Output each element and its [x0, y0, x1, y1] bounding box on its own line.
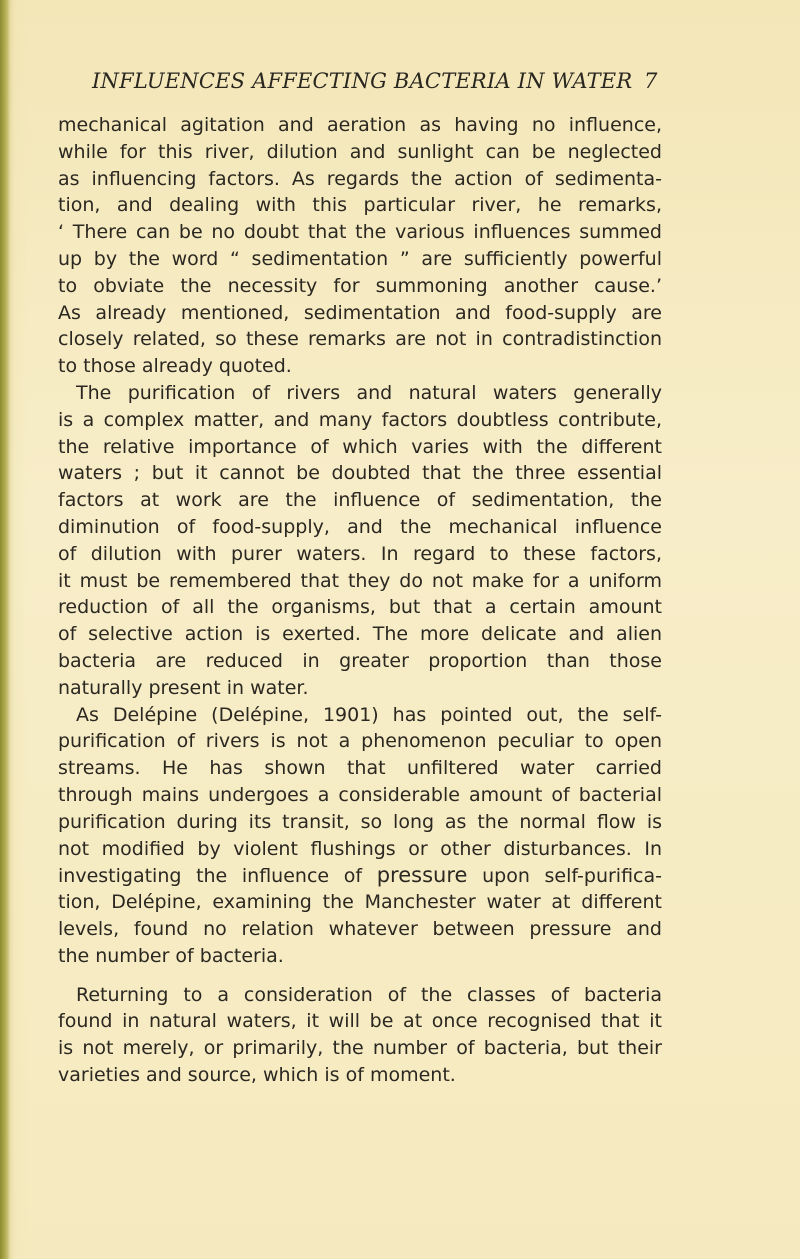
text-line: reduction of all the organisms, but that a certain amount: [58, 596, 662, 619]
text-line: to obviate the necessity for summoning another cause.’: [58, 274, 662, 297]
text-line: tion, Delépine, examining the Manchester water at different: [58, 891, 662, 914]
body-text: [58, 112, 662, 1089]
text-line: while for this river, dilution and sunlight can be neglected: [58, 140, 662, 163]
text-line: to those already quoted.: [58, 355, 292, 378]
text-line: closely related, so these remarks are not in contradistinction: [58, 328, 662, 351]
text-line: diminution of food-supply, and the mechanical influence: [58, 515, 662, 538]
text-line: it must be remembered that they do not make for a uniform: [58, 569, 662, 592]
paragraph-gap: [58, 970, 662, 982]
text-line: purification of rivers is not a phenomenon peculiar to open: [58, 730, 662, 753]
text-line: the relative importance of which varies with the different: [58, 435, 662, 458]
page-spine-shadow: [0, 0, 10, 1259]
page-number: 7: [644, 69, 658, 93]
text-line: of dilution with purer waters. In regard to these factors,: [58, 542, 662, 565]
text-fragment: investigating the influence of: [58, 865, 363, 888]
text-line: factors at work are the influence of sedimentation, the: [58, 489, 662, 512]
text-line: Returning to a consideration of the classes of bacteria: [76, 983, 662, 1006]
paragraph: [58, 380, 662, 702]
text-line: [58, 862, 662, 889]
text-line: found in natural waters, it will be at once recognised that it: [58, 1010, 662, 1033]
text-line: As Delépine (Delépine, 1901) has pointed out, the self-: [76, 703, 662, 726]
text-line: bacteria are reduced in greater proportion than those: [58, 649, 662, 672]
text-line: waters ; but it cannot be doubted that the three essential: [58, 462, 662, 485]
paragraph: [58, 702, 662, 970]
text-line: streams. He has shown that unfiltered water carried: [58, 757, 662, 780]
text-fragment: upon self-purifica-: [482, 865, 662, 888]
text-line: up by the word “ sedimentation ” are sufficiently powerful: [58, 247, 662, 270]
running-head-title: INFLUENCES AFFECTING BACTERIA IN WATER: [92, 69, 633, 93]
text-line: As already mentioned, sedimentation and food-supply are: [58, 301, 662, 324]
text-line: as influencing factors. As regards the action of sedimenta-: [58, 167, 662, 190]
text-line: the number of bacteria.: [58, 944, 284, 967]
text-line: The purification of rivers and natural waters generally: [76, 381, 662, 404]
text-line: through mains undergoes a considerable amount of bacterial: [58, 783, 662, 806]
text-line: tion, and dealing with this particular river, he remarks,: [58, 194, 662, 217]
paragraph: [58, 982, 662, 1089]
text-line: not modified by violent flushings or other disturbances. In: [58, 837, 662, 860]
text-line: mechanical agitation and aeration as having no influence,: [58, 114, 662, 136]
text-line: varieties and source, which is of moment.: [58, 1063, 456, 1086]
running-head: [92, 69, 672, 103]
text-line: naturally present in water.: [58, 676, 309, 699]
emphasised-word: pressure: [376, 863, 468, 888]
paragraph: [58, 112, 662, 380]
text-line: levels, found no relation whatever between pressure and: [58, 917, 662, 940]
text-line: purification during its transit, so long as the normal flow is: [58, 810, 662, 833]
text-line: ‘ There can be no doubt that the various influences summed: [58, 221, 662, 244]
text-line: is a complex matter, and many factors doubtless contribute,: [58, 408, 662, 431]
text-line: of selective action is exerted. The more delicate and alien: [58, 623, 662, 646]
text-line: is not merely, or primarily, the number of bacteria, but their: [58, 1037, 662, 1060]
